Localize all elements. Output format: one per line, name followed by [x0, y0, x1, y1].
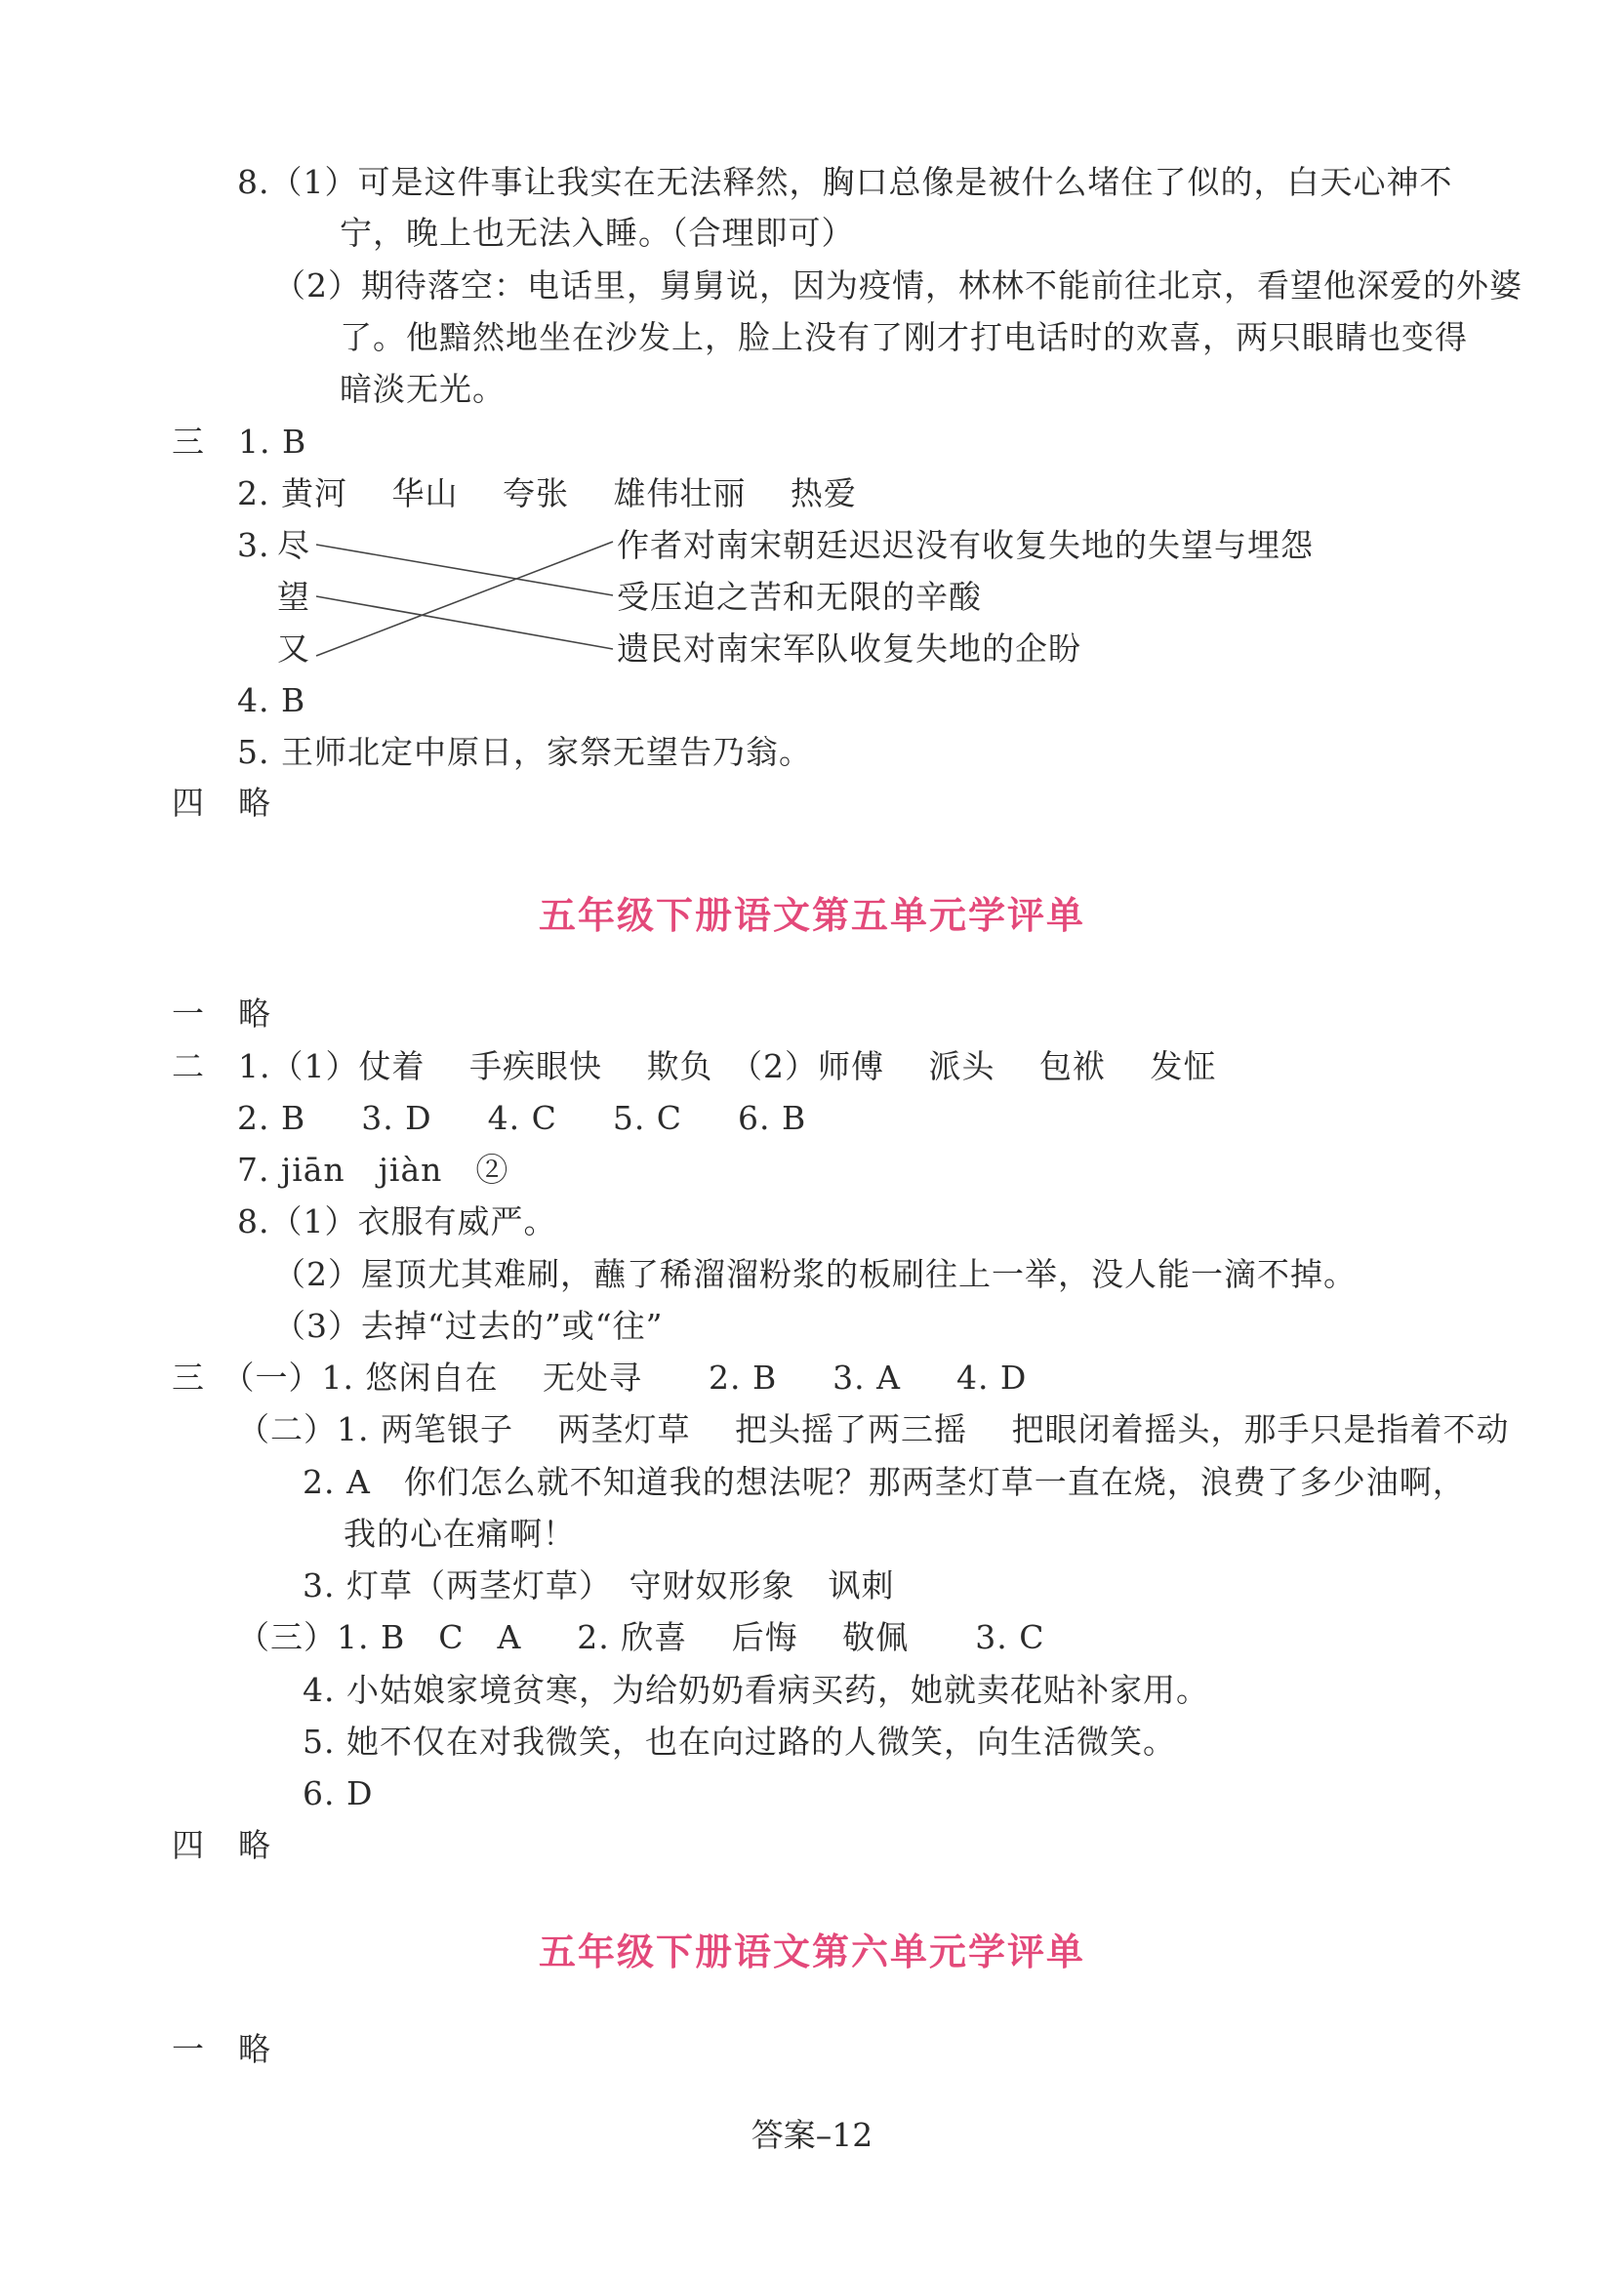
- matching-right-item: 受压迫之苦和无限的辛酸: [617, 578, 982, 616]
- matching-left-item: 望: [277, 578, 310, 616]
- answer-line: （2）屋顶尤其难刷，蘸了稀溜溜粉浆的板刷往上一举，没人能一滴不掉。: [273, 1255, 1357, 1293]
- answer-line: 4. B: [237, 681, 306, 719]
- answer-line: 了。他黯然地坐在沙发上，脸上没有了刚才打电话时的欢喜，两只眼睛也变得: [340, 318, 1468, 356]
- answer-line: 暗淡无光。: [340, 370, 506, 408]
- answer-line: 8.（1）可是这件事让我实在无法释然，胸口总像是被什么堵住了似的，白天心神不: [237, 163, 1453, 201]
- section-heading: 五年级下册语文第六单元学评单: [538, 1930, 1085, 1973]
- answer-line: 7. jiān jiàn ②: [237, 1151, 509, 1189]
- answer-line: 一 略: [172, 995, 271, 1033]
- answer-line: （三）1. B C A 2. 欣喜 后悔 敬佩 3. C: [237, 1618, 1045, 1656]
- answer-line: 四 略: [172, 784, 271, 822]
- answer-line: 6. D: [303, 1774, 374, 1812]
- match-line: [316, 596, 613, 649]
- answer-line: 四 略: [172, 1826, 271, 1864]
- answer-line: 我的心在痛啊！: [344, 1515, 576, 1553]
- matching-right-item: 遗民对南宋军队收复失地的企盼: [617, 630, 1081, 668]
- answer-line: （2）期待落空：电话里，舅舅说，因为疫情，林林不能前往北京，看望他深爱的外婆: [273, 266, 1522, 305]
- matching-right-item: 作者对南宋朝廷迟迟没有收复失地的失望与埋怨: [617, 526, 1314, 564]
- answer-line: 8.（1）衣服有威严。: [237, 1202, 557, 1240]
- match-line: [316, 545, 613, 595]
- answer-line: 5. 她不仅在对我微笑，也在向过路的人微笑，向生活微笑。: [303, 1723, 1176, 1761]
- matching-left-item: 尽: [277, 526, 310, 564]
- answer-line: 5. 王师北定中原日，家祭无望告乃翁。: [237, 733, 812, 771]
- matching-number: 3.: [237, 526, 270, 564]
- page-number: 答案–12: [751, 2116, 873, 2154]
- answer-line: 二 1.（1）仗着 手疾眼快 欺负 （2）师傅 派头 包袱 发怔: [172, 1047, 1217, 1085]
- answer-line: 三 （一）1. 悠闲自在 无处寻 2. B 3. A 4. D: [172, 1359, 1028, 1397]
- answer-line: （3）去掉“过去的”或“往”: [273, 1307, 664, 1345]
- matching-left-item: 又: [277, 630, 310, 668]
- answer-line: 2. A 你们怎么就不知道我的想法呢？那两茎灯草一直在烧，浪费了多少油啊，: [303, 1463, 1466, 1501]
- answer-line: 3. 灯草（两茎灯草） 守财奴形象 讽刺: [303, 1566, 895, 1605]
- answer-line: 宁，晚上也无法入睡。（合理即可）: [340, 214, 855, 252]
- section-heading: 五年级下册语文第五单元学评单: [538, 894, 1085, 937]
- answer-line: 2. B 3. D 4. C 5. C 6. B: [237, 1099, 807, 1137]
- answer-line: 三 1. B: [172, 423, 307, 461]
- match-line: [316, 542, 613, 656]
- answer-line: 2. 黄河 华山 夸张 雄伟壮丽 热爱: [237, 474, 857, 512]
- answer-line: 一 略: [172, 2030, 271, 2068]
- answer-line: （二）1. 两笔银子 两茎灯草 把头摇了两三摇 把眼闭着摇头，那手只是指着不动: [237, 1410, 1510, 1448]
- answer-line: 4. 小姑娘家境贫寒，为给奶奶看病买药，她就卖花贴补家用。: [303, 1671, 1209, 1709]
